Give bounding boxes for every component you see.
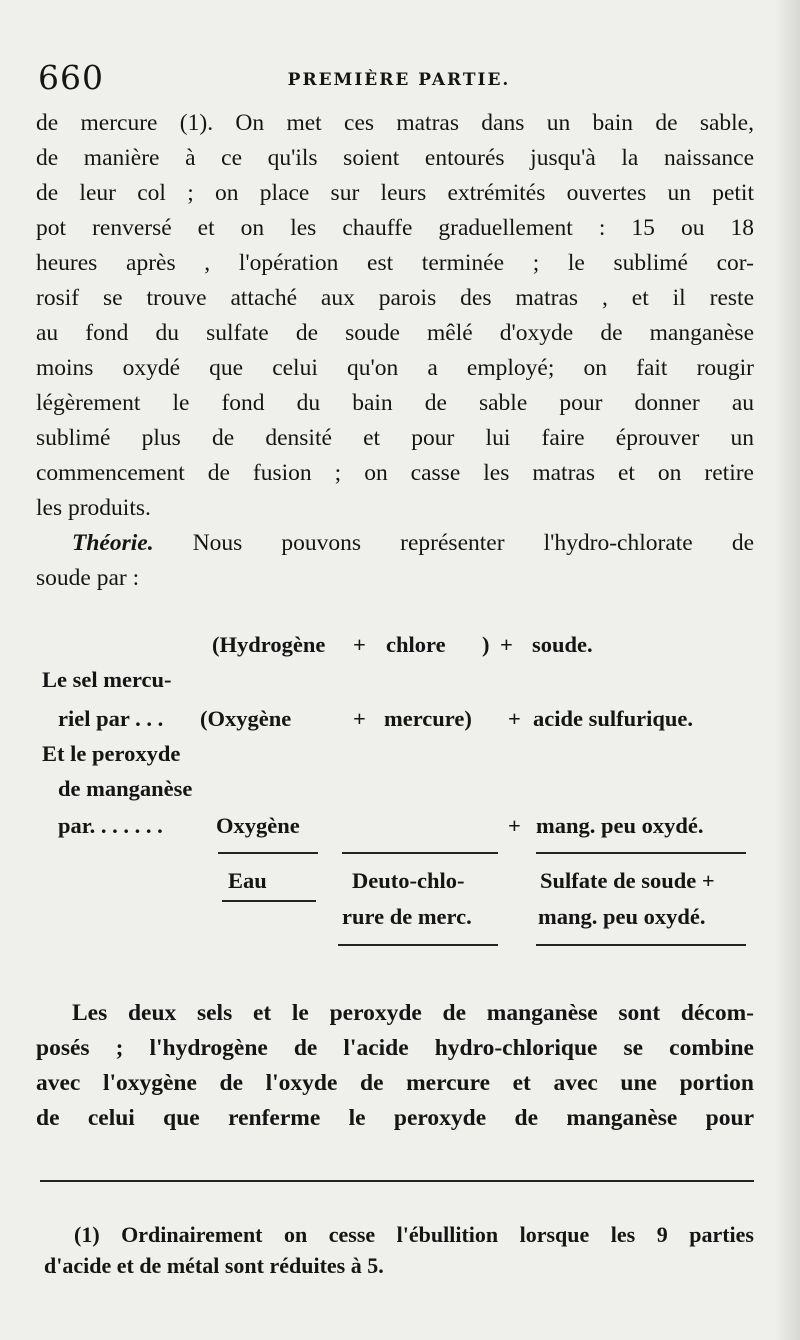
eq-term: mercure)	[384, 706, 472, 731]
eq-label: riel par . . .	[58, 706, 164, 731]
eq-rule	[218, 852, 318, 854]
text-line: pot renversé et on les chauffe graduellement : 15 ou 18	[36, 215, 754, 241]
text-line: commencement de fusion ; on casse les matras et on retire	[36, 460, 754, 486]
footnote-separator	[40, 1180, 754, 1182]
eq-rule	[342, 852, 498, 854]
eq-operator: +	[500, 632, 513, 657]
eq-term: (Oxygène	[200, 706, 292, 731]
page-number: 660	[38, 58, 104, 97]
result-water: Eau	[228, 868, 267, 893]
running-title: PREMIÈRE PARTIE.	[287, 70, 511, 90]
footnote-line: d'acide et de métal sont réduites à 5.	[44, 1253, 384, 1278]
eq-term: Oxygène	[216, 813, 300, 838]
eq-operator: +	[353, 632, 366, 657]
eq-label: Le sel mercu-	[42, 667, 172, 692]
theory-text: Nous pouvons représenter l'hydro-chlorate de	[192, 530, 755, 556]
result-deutochlorure: Deuto-chlo-	[352, 868, 465, 893]
eq-term: acide sulfurique.	[533, 706, 694, 731]
text-line: moins oxydé que celui qu'on a employé; on fait rougir	[36, 355, 754, 381]
result-deutochlorure: rure de merc.	[342, 904, 472, 929]
eq-label: Et le peroxyde	[42, 741, 181, 766]
text-line: de celui que renferme le peroxyde de manganèse pour	[36, 1105, 754, 1131]
theory-label: Théorie.	[72, 530, 154, 556]
eq-rule	[536, 944, 746, 946]
text-line: les produits.	[36, 495, 151, 521]
eq-term: mang. peu oxydé.	[536, 813, 704, 838]
text-line: au fond du sulfate de soude mêlé d'oxyde de manganèse	[36, 320, 754, 346]
eq-term: soude.	[532, 632, 593, 657]
text-line: posés ; l'hydrogène de l'acide hydro-chlorique se combine	[36, 1035, 754, 1061]
text-line: rosif se trouve attaché aux parois des matras , et il reste	[36, 285, 754, 311]
eq-rule	[536, 852, 746, 854]
page-header	[38, 58, 760, 98]
eq-rule	[222, 900, 316, 902]
text-line: de mercure (1). On met ces matras dans un bain de sable,	[36, 110, 754, 136]
eq-rule	[338, 944, 498, 946]
eq-term: chlore	[386, 632, 446, 657]
eq-term: )	[482, 632, 490, 657]
text-line: heures après , l'opération est terminée ; le sublimé cor-	[36, 250, 754, 276]
text-line: de manière à ce qu'ils soient entourés jusqu'à la naissance	[36, 145, 754, 171]
eq-label: par. . . . . . .	[58, 813, 163, 838]
text-line: sublimé plus de densité et pour lui faire éprouver un	[36, 425, 754, 451]
text-line: soude par :	[36, 565, 140, 591]
eq-operator: +	[508, 706, 521, 731]
text-line: de leur col ; on place sur leurs extrémités ouvertes un petit	[36, 180, 754, 206]
text-line: légèrement le fond du bain de sable pour donner au	[36, 390, 754, 416]
text-line: avec l'oxygène de l'oxyde de mercure et avec une portion	[36, 1070, 754, 1096]
eq-operator: +	[353, 706, 366, 731]
page-edge-shadow	[774, 0, 800, 1340]
theory-line	[72, 530, 754, 557]
result-sulfate: Sulfate de soude +	[540, 868, 715, 893]
footnote-line: (1) Ordinairement on cesse l'ébullition lorsque les 9 parties	[74, 1222, 754, 1247]
text-line: Les deux sels et le peroxyde de manganèse sont décom-	[72, 1000, 754, 1026]
eq-term: (Hydrogène	[212, 632, 326, 657]
eq-operator: +	[508, 813, 521, 838]
result-sulfate: mang. peu oxydé.	[538, 904, 706, 929]
eq-label: de manganèse	[58, 776, 193, 801]
